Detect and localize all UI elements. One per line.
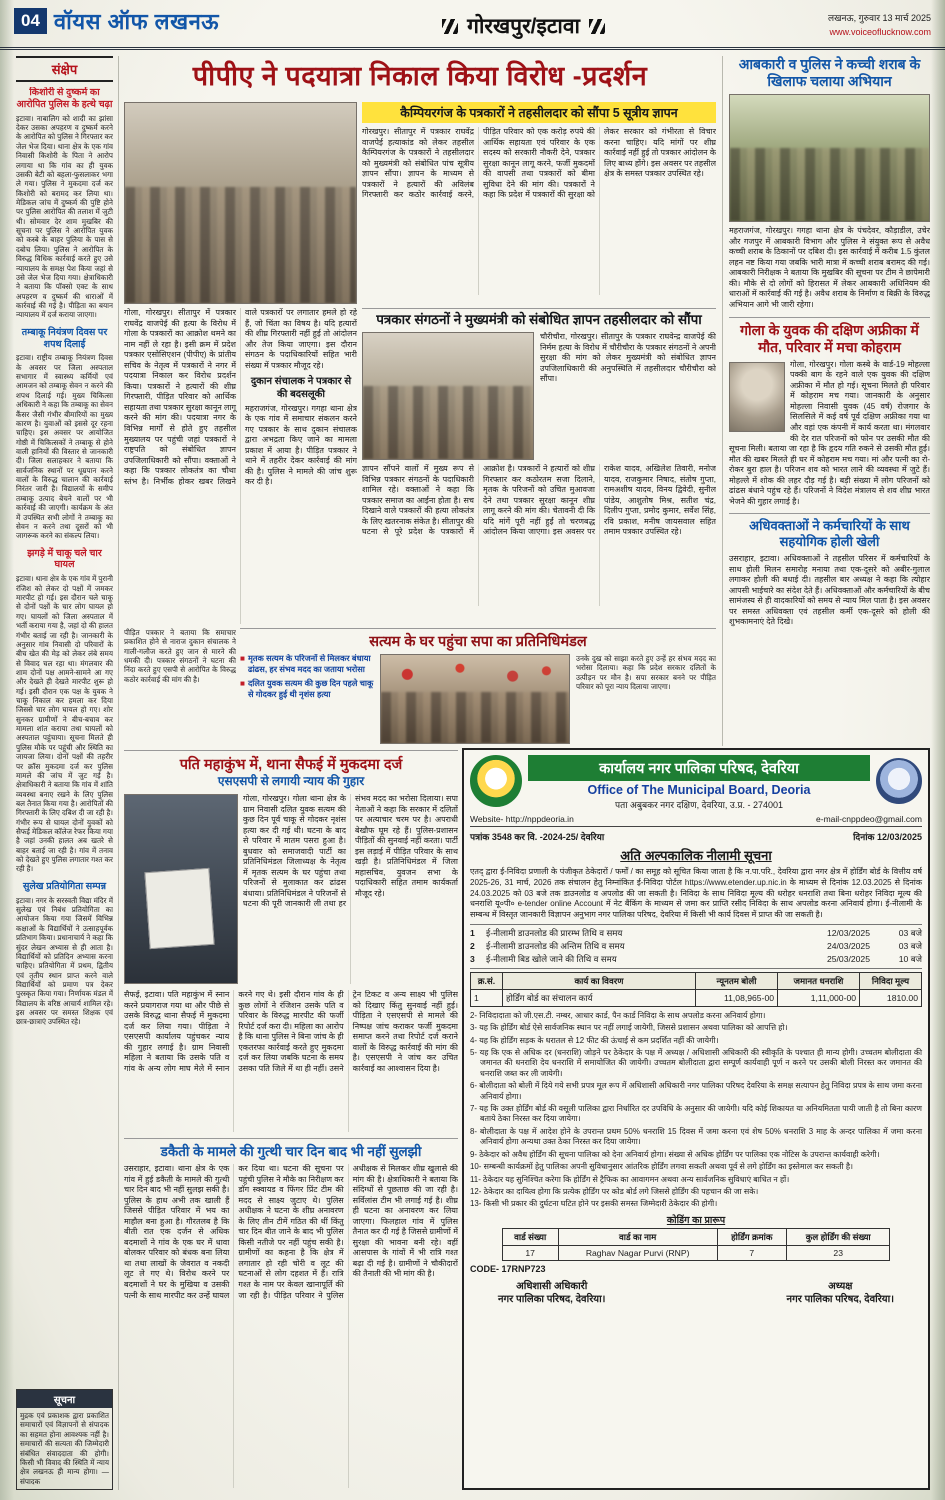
signature-org: नगर पालिका परिषद, देवरिया। (498, 1294, 606, 1306)
brief-body: इटावा। नगर के सरस्वती विद्या मंदिर में सुलेख एवं निबंध प्रतियोगिता का आयोजन किया गया जिसमें विभिन्न कक्षाओं के विद्यार्थियों ने उत्साहपूर्वक प्रतिभाग किया। प्रधानाचार्य ने कहा कि सुंदर लेखन अभ्यास से ही आता है। विद्यार्थियों को प्रतिदिन अभ्यास करना चाहिए। प्रतियोगिता में प्रथम, द्वितीय एवं तृतीय स्थान प्राप्त करने वाले विद्यार्थियों को प्रमाण पत्र देकर पुरस्कृत किया गया। निर्णायक मंडल में विद्यालय के वरिष्ठ आचार्य शामिल रहे। इस अवसर पर समस्त शिक्षक एवं छात्र-छात्राएं उपस्थित रहे। (16, 895, 113, 1027)
ward-table-cell: Raghav Nagar Purvi (RNP) (558, 1245, 717, 1260)
schedule-row (470, 940, 922, 953)
press-unions-article (362, 308, 716, 624)
section-title-text: गोरखपुर/इटावा (467, 15, 580, 38)
ward-table-header: वार्ड का नाम (558, 1228, 717, 1245)
notice-org-block (528, 755, 870, 811)
mahakumbh-subheadline: एसएसपी से लगायी न्याय की गुहार (217, 774, 365, 788)
shopkeeper-misbehaviour-continuation: पीड़ित पत्रकार ने बताया कि समाचार प्रकाशित होने से नाराज दुकान संचालक ने गाली-गलौज करते हुए जान से मारने की धमकी दी। पत्रकार संगठनों ने घटना की निंदा करते हुए एसपी से आरोपित के विरुद्ध कठोर कार्रवाई की मांग की है। (124, 628, 236, 684)
website-url: www.voiceoflucknow.com (829, 26, 931, 37)
section-title (433, 6, 614, 40)
brief-body: इटावा। थाना क्षेत्र के एक गांव में पुरानी रंजिश को लेकर दो पक्षों में जमकर मारपीट हो गई। इस दौरान चले चाकू से दोनों पक्षों के चार लोग घायल हो गए। घायलों को जिला अस्पताल में भर्ती कराया गया है, जहां दो की हालत गंभीर बताई जा रही है। जानकारी के अनुसार गांव निवासी दो परिवारों के बीच खेत की मेड़ को लेकर लंबे समय से विवाद चल रहा था। मंगलवार की शाम दोनों पक्ष आमने-सामने आ गए और देखते ही देखते मारपीट शुरू हो गई। इसी दौरान एक पक्ष के युवक ने चाकू निकाल कर हमला कर दिया जिससे चार लोग घायल हो गए। शोर सुनकर ग्रामीणों ने बीच-बचाव कर मामला शांत कराया तथा घायलों को अस्पताल पहुंचाया। सूचना मिलते ही पुलिस मौके पर पहुंची और स्थिति का जायजा लिया। दोनों पक्षों की तहरीर पर क्रॉस मुकदमा दर्ज कर पुलिस मामले की जांच में जुट गई है। क्षेत्राधिकारी ने बताया कि गांव में शांति व्यवस्था बनाए रखने के लिए पुलिस बल तैनात किया गया है। आरोपितों की गिरफ्तारी के लिए दबिश दी जा रही है। गंभीर रूप से घायल दोनों युवकों को सैफई मेडिकल कॉलेज रेफर किया गया है जहां उनकी हालत अब खतरे से बाहर बताई जा रही है। गांव में तनाव को देखते हुए पुलिस लगातार गश्त कर रही है। (16, 574, 113, 874)
notice-title: अति अल्पकालिक नीलामी सूचना (620, 848, 772, 863)
notice-email: e-mail-cnppdeo@gmail.com (816, 814, 922, 824)
work-table-header: निविदा मूल्य (860, 972, 922, 989)
signature-title: अध्यक्ष (828, 1280, 853, 1292)
work-table (470, 972, 922, 1007)
brief-headline: सुलेख प्रतियोगिता सम्पन्न (22, 880, 107, 892)
satyam-highlights (240, 654, 374, 744)
tender-condition: 7- यह कि उक्त होर्डिंग बोर्ड की वसूली पालिका द्वारा निर्धारित दर उपविधि के अनुसार की जायेगी। यदि कोई शिकायत या अनियमितता पायी जाती है तो बिना कारण बताये ठेका निरस्त कर दिया जायेगा। (470, 1104, 922, 1124)
satyam-bullet (240, 654, 374, 675)
advocates-holi-body: उसराहार, इटावा। अधिवक्ताओं ने तहसील परिसर में कर्मचारियों के साथ होली मिलन समारोह मनाया तथा एक-दूसरे को अबीर-गुलाल लगाकर होली की बधाई दी। तहसील बार अध्यक्ष ने कहा कि त्योहार आपसी भाईचारे का संदेश देते हैं। अधिवक्ताओं और कर्मचारियों के बीच सामंजस्य से ही वादकारियों को समय से न्याय मिल पाता है। इस अवसर पर समस्त अधिवक्ता एवं तहसील कर्मी एक-दूसरे को होली की शुभकामनाएं देते दिखे। (729, 554, 930, 627)
signature-org: नगर पालिका परिषद, देवरिया। (786, 1294, 894, 1306)
work-table-header: न्यूनतम बोली (696, 972, 778, 989)
tender-condition: 4- यह कि होर्डिंग सड़क के धरातल से 12 फीट की ऊंचाई से कम प्रदर्शित नहीं की जायेगी। (470, 1035, 719, 1045)
masthead (0, 0, 945, 50)
tender-condition: 10- सम्बन्धी कार्यक्रमों हेतु पालिका अपनी सुविधानुसार आंतरिक होर्डिंग लगवा सकती अथवा पूर्व से लगे होर्डिंग का इस्तेमाल कर सकती है। (470, 1162, 854, 1172)
work-table-cell: 11,08,965-00 (696, 989, 778, 1006)
mahakumbh-headline: पति महाकुंभ में, थाना सैफई में मुकदमा दर्ज (124, 750, 458, 774)
tender-conditions (470, 1011, 922, 1210)
notice-contact-row (470, 814, 922, 827)
municipal-board-logo (470, 755, 522, 807)
notice-address: पता अबुबकर नगर दक्षिण, देवरिया, उ.प्र. - 274001 (614, 800, 784, 810)
brief-body: इटावा। नाबालिग को शादी का झांसा देकर उसका अपहरण व दुष्कर्म करने के आरोपित को पुलिस ने गिरफ्तार कर जेल भेज दिया। थाना क्षेत्र के एक गांव निवासी किशोरी के पिता ने आरोप लगाया था कि गांव का ही युवक उसकी बेटी को बहला-फुसलाकर भगा ले गया। पुलिस ने मुकदमा दर्ज कर किशोरी को बरामद कर लिया था। मेडिकल जांच में दुष्कर्म की पुष्टि होने पर पुलिस आरोपित की तलाश में जुटी थी। सोमवार देर शाम मुखबिर की सूचना पर पुलिस ने आरोपित युवक को कस्बे के बाहर पुलिया के पास से दबोच लिया। पुलिस ने आरोपित के विरुद्ध विधिक कार्रवाई करते हुए उसे न्यायालय के समक्ष पेश किया जहां से उसे जेल भेज दिया गया। क्षेत्राधिकारी ने बताया कि पॉक्सो एक्ट के साथ अपहरण व दुष्कर्म की धाराओं में कार्रवाई की गई है। पीड़िता का बयान न्यायालय में दर्ज कराया जाएगा। (16, 113, 113, 320)
brief-body: इटावा। राष्ट्रीय तम्बाकू नियंत्रण दिवस के अवसर पर जिला अस्पताल सभागार में स्वास्थ्य कर्मियों एवं आमजन को तम्बाकू सेवन न करने की शपथ दिलाई गई। मुख्य चिकित्सा अधिकारी ने कहा कि तम्बाकू का सेवन कैंसर जैसी गंभीर बीमारियों का मुख्य कारण है। युवाओं को इससे दूर रहना चाहिए। इस अवसर पर आयोजित गोष्ठी में चिकित्सकों ने तम्बाकू से होने वाली हानियों की विस्तार से जानकारी दी। जिला सलाहकार ने बताया कि सार्वजनिक स्थानों पर धूम्रपान करने वालों के विरुद्ध चालान की कार्रवाई निरंतर जारी है। विद्यालयों के समीप तम्बाकू उत्पाद बेचने वालों पर भी कार्रवाई की जाएगी। कार्यक्रम के अंत में उपस्थित सभी लोगों ने तम्बाकू का सेवन न करने तथा दूसरों को भी जागरूक करने का संकल्प लिया। (16, 353, 113, 541)
tender-condition: 11- ठेकेदार यह सुनिश्चित करेगा कि होर्डिंग से ट्रैफिक का आवागमन अथवा अन्य सार्वजनिक सुविधाएं बाधित न हों। (470, 1174, 790, 1184)
brief-column-header: संक्षेप (16, 56, 113, 82)
satyam-bullet-text: दलित युवक सत्यम की कुछ दिन पहले चाकू से गोदकर हुई थी नृशंस हत्या (247, 679, 374, 699)
work-table-cell: 1,11,000-00 (778, 989, 860, 1006)
aggrieved-woman-photo (124, 794, 238, 984)
brief-article (16, 87, 113, 320)
satyam-bullet-text: मृतक सत्यम के परिजनों से मिलकर बंधाया ढांढस, हर संभव मदद का जताया भरोसा (247, 654, 371, 674)
hoarding-code: CODE- 17RNP723 (470, 1263, 546, 1274)
brief-headline: तम्बाकू नियंत्रण दिवस पर शपथ दिलाई (21, 326, 108, 350)
brief-article (16, 881, 113, 1027)
satyam-content-row (240, 654, 716, 744)
masthead-left (14, 6, 219, 36)
dateline: लखनऊ, गुरुवार 13 मार्च 2025 (828, 13, 931, 23)
editor-notice-header: सूचना (17, 1390, 112, 1408)
work-table-header: कार्य का विवरण (503, 972, 696, 989)
schedule-time: 03 बजे (898, 927, 922, 938)
schedule-date: 12/03/2025 (826, 927, 870, 938)
shopkeeper-misbehaviour-body: महराजगंज, गोरखपुर। गगहा थाना क्षेत्र के एक गांव में समाचार संकलन करने गए पत्रकार के साथ दुकान संचालक द्वारा अभद्रता किए जाने का मामला प्रकाश में आया है। पीड़ित पत्रकार ने थाने में तहरीर देकर कार्रवाई की मांग की है। पुलिस ने मामले की जांच शुरू कर दी है। (245, 403, 357, 487)
tender-condition: 6- बोलीदाता को बोली में दिये गये सभी प्रपत्र मूल रूप में अधिशासी अधिकारी नगर पालिका परिषद देवरिया के समक्ष सत्यापन हेतु निविदा प्रपत्र के साथ जमा करना अनिवार्य होगा। (470, 1081, 922, 1101)
page-number: 04 (14, 8, 47, 34)
tender-condition: 3- यह कि होर्डिंग बोर्ड ऐसे सार्वजनिक स्थान पर नहीं लगाई जायेगी, जिससे प्रशासन अथवा पालिका को आपत्ति हो। (470, 1023, 788, 1033)
gola-death-headline: गोला के युवक की दक्षिण अफ्रीका में मौत, परिवार में मचा कोहराम (729, 317, 930, 356)
dacoity-headline: डकैती के मामले की गुत्थी चार दिन बाद भी नहीं सुलझी (124, 1138, 458, 1160)
satyam-bullet (240, 679, 374, 700)
press-unions-media-row (362, 332, 716, 460)
ward-table-header: होर्डिंग क्रमांक (717, 1228, 787, 1245)
coding-format-title: कोडिंग का प्रारूप (666, 1214, 726, 1226)
schedule-sn: 2 (470, 940, 475, 951)
ward-table-cell: 23 (787, 1245, 890, 1260)
masthead-right (828, 6, 931, 39)
brief-headline: किशोरी से दुष्कर्म का आरोपित पुलिस के हत्थे चढ़ा (16, 87, 113, 110)
editor-notice-body: मुद्रक एवं प्रकाशक द्वारा प्रकाशित समाचारों एवं विज्ञापनों से संपादक का सहमत होना आवश्यक नहीं है। समाचारों की सत्यता की जिम्मेदारी संबंधित संवाददाता की होगी। किसी भी विवाद की स्थिति में न्याय क्षेत्र लखनऊ ही मान्य होगा। — संपादक (20, 1411, 109, 1486)
masthead-title: वॉयस ऑफ लखनऊ (53, 9, 220, 34)
deceased-portrait-photo (729, 362, 785, 432)
satyam-headline: सत्यम के घर पहुंचा सपा का प्रतिनिधिमंडल (369, 634, 587, 650)
satyam-body: गोला, गोरखपुर। गोला थाना क्षेत्र के ग्राम निवासी दलित युवक सत्यम की कुछ दिन पूर्व चाकू से गोदकर नृशंस हत्या कर दी गई थी। घटना के बाद से परिवार में मातम पसरा हुआ है। बुधवार को समाजवादी पार्टी का प्रतिनिधिमंडल जिलाध्यक्ष के नेतृत्व में मृतक सत्यम के घर पहुंचा तथा परिजनों से मुलाकात कर ढांढस बंधाया। प्रतिनिधिमंडल ने परिजनों से घटना की पूरी जानकारी ली तथा हर संभव मदद का भरोसा दिलाया। सपा नेताओं ने कहा कि सरकार में दलितों पर अत्याचार चरम पर है। अपराधी बेखौफ घूम रहे हैं। पुलिस-प्रशासन पीड़ितों की सुनवाई नहीं करता। पार्टी इस लड़ाई में पीड़ित परिवार के साथ खड़ी है। प्रतिनिधिमंडल में जिला महासचिव, युवजन सभा के पदाधिकारी सहित तमाम कार्यकर्ता मौजूद रहे। (243, 794, 458, 909)
work-table-cell: होर्डिंग बोर्ड का संचालन कार्य (503, 989, 696, 1006)
press-unions-lede: चौरीचौरा, गोरखपुर। सीतापुर के पत्रकार राघवेन्द्र वाजपेई की निर्मम हत्या के विरोध में चौरीचौरा के पत्रकार संगठनों ने अपनी सुरक्षा की मांग को लेकर मुख्यमंत्री को संबोधित ज्ञापन उपजिलाधिकारी की अनुपस्थिति में तहसीलदार चौरीचौरा को सौंपा। (540, 332, 716, 384)
schedule-date: 25/03/2025 (826, 953, 870, 964)
ward-table-cell: 17 (502, 1245, 558, 1260)
campierganj-article (362, 102, 716, 304)
ward-table-header: कुल होर्डिंग की संख्या (787, 1228, 890, 1245)
schedule-sn: 3 (470, 953, 475, 964)
notice-org-hindi: कार्यालय नगर पालिका परिषद, देवरिया (528, 755, 870, 781)
notice-ref-row (470, 830, 922, 843)
tender-condition: 5- यह कि एक से अधिक दर (धनराशि) जोड़ने पर ठेकेदार के पक्ष में अध्यक्ष / अधिशासी अधिकारी की स्वीकृति के पश्चात ही मान्य होगी। उच्चतम बोलीदाता की जमानत की धनराशि देय धनराशि में समायोजित की जायेगी। उच्चतम बोलीदाता द्वारा सम्पूर्ण कार्यवाही पूर्ण न करने पर उसकी बोली निरस्त कर जमानत की धनराशि जब्त कर ली जायेगी। (470, 1047, 922, 1078)
tender-condition: 12- ठेकेदार का दायित्व होगा कि प्रत्येक होर्डिंग पर कोड बोर्ड लगे जिससे होर्डिंग की पहचान की जा सके। (470, 1186, 759, 1196)
right-column (722, 56, 930, 746)
bullet-icon: ■ (240, 654, 245, 663)
work-table-row (471, 989, 922, 1006)
lead-article-body (124, 308, 357, 624)
work-table-cell: 1 (471, 989, 503, 1006)
notice-header (470, 755, 922, 811)
signature-chairman (787, 1280, 894, 1307)
government-seal-logo (876, 758, 922, 804)
excise-raid-body: महराजगंज, गोरखपुर। गगहा थाना क्षेत्र के पंचदेवर, कौड़ाडील, उचेर और गजपुर में आबकारी विभाग और पुलिस ने संयुक्त रूप से अवैध कच्ची शराब के ठिकानों पर दबिश दी। इस कार्रवाई में करीब 1.5 कुंतल लहन नष्ट किया गया जबकि भारी मात्रा में कच्ची शराब बरामद की गई। आबकारी निरीक्षक ने बताया कि मुखबिर की सूचना पर टीम ने छापेमारी की। मौके से दो लोगों को हिरासत में लेकर आबकारी अधिनियम की धाराओं में कार्रवाई की गई है। अवैध शराब के निर्माण व बिक्री के विरुद्ध अभियान आगे भी जारी रहेगा। (729, 226, 930, 309)
municipal-auction-notice (462, 748, 930, 1490)
lead-headline: पीपीए ने पदयात्रा निकाल किया विरोध -प्रदर्शन (192, 61, 648, 91)
schedule-time: 10 बजे (898, 953, 922, 964)
notice-ref-number: पत्रांक 3548 कर वि. -2024-25/ देवरिया (470, 832, 605, 842)
tender-condition: 2- निविदादाता को जी.एस.टी. नम्बर, आधार कार्ड, पैन कार्ड निविदा के साथ अपलोड करना अनिवार्य होगा। (470, 1010, 766, 1020)
advocates-holi-headline: अधिवक्ताओं ने कर्मचारियों के साथ सहयोगिक होली खेली (729, 513, 930, 550)
work-table-cell: 1810.00 (860, 989, 922, 1006)
work-table-header: जमानत धनराशि (778, 972, 860, 989)
notice-date: दिनांक 12/03/2025 (853, 832, 922, 842)
tender-condition: 8- बोलीदाता के पक्ष में आदेश होने के उपरान्त प्रथम 50% धनराशि 15 दिवस में जमा करना एवं शेष 50% धनराशि 3 माह के अन्दर पालिका में जमा करना अनिवार्य होगा अन्यथा उक्त ठेका निरस्त कर दिया जायेगा। (470, 1126, 922, 1147)
satyam-lede: उनके दुख को साझा करते हुए उन्हें हर संभव मदद का भरोसा दिलाया। कहा कि प्रदेश सरकार दलितों के उत्पीड़न पर मौन है। सपा सरकार बनने पर पीड़ित परिवार को पूरा न्याय दिलाया जाएगा। (576, 654, 716, 692)
notice-website: Website- http://nppdeoria.in (470, 814, 574, 824)
campierganj-body: गोरखपुर। सीतापुर में पत्रकार राघवेंद्र वाजपेई हत्याकांड को लेकर तहसील कैम्पियरगंज के पत्रकारों ने तहसीलदार को मुख्यमंत्री को संबोधित पांच सूत्रीय ज्ञापन सौंपा। ज्ञापन के माध्यम से पत्रकारों ने हत्यारों की अविलंब गिरफ्तारी कर कठोर कार्रवाई करने, पीड़ित परिवार को एक करोड़ रुपये की आर्थिक सहायता एवं परिवार के एक सदस्य को सरकारी नौकरी देने, पत्रकार सुरक्षा कानून लागू करने, फर्जी मुकदमों की वापसी तथा पत्रकारों को बीमा सुविधा देने की मांग की। पत्रकारों ने कहा कि प्रदेश में पत्रकारों की सुरक्षा को लेकर सरकार को गंभीरता से विचार करना चाहिए। यदि मांगों पर शीघ्र कार्रवाई नहीं हुई तो पत्रकार आंदोलन के लिए बाध्य होंगे। इस अवसर पर तहसील क्षेत्र के समस्त पत्रकार उपस्थित रहे। (362, 127, 716, 200)
notice-intro: एतद् द्वारा ई-निविदा प्रणाली के पंजीकृत ठेकेदारों / फर्मों / का समूह को सूचित किया जाता है कि न.पा.परि., देवरिया द्वारा नगर क्षेत्र में होर्डिंग बोर्ड के वित्तीय वर्ष 2025-26, 31 मार्च, 2026 तक संचालन हेतु निम्नांकित ई-निविदा पोर्टल https://www.etender.up.nic.in के माध्यम से दिनांक 12.03.2025 से दिनांक 24.03.2025 को 03 बजे तक डाउनलोड व अपलोड की जा सकती है। निविदा के साथ निविदा मूल्य की धरोहर धनराशि तथा बिना धरोहर निविदा मूल्य की धनराशि यू०पी० e-tender online Account में नेट बैंकिंग के माध्यम से जमा कर प्राप्ति रसीद निविदा के साथ अपलोड करना अनिवार्य होगा। ई-नीलामी के सम्बन्ध में विस्तृत जानकारी विज्ञापन अनुभाग नगर पालिका परिषद, देवरिया में किसी भी कार्य दिवस में प्राप्त की जा सकती है। (470, 867, 922, 920)
schedule-row (470, 953, 922, 966)
schedule-row (470, 927, 922, 940)
brief-headline: झगड़े में चाकू चले चार घायल (27, 547, 102, 571)
press-unions-body: ज्ञापन सौंपने वालों में मुख्य रूप से विभिन्न पत्रकार संगठनों के पदाधिकारी शामिल रहे। वक्ताओं ने कहा कि पत्रकार समाज का आईना होता है। सच दिखाने वाले पत्रकारों की हत्या लोकतंत्र के लिए खतरनाक संकेत है। सीतापुर की घटना से पूरे प्रदेश के पत्रकारों में आक्रोश है। पत्रकारों ने हत्यारों को शीघ्र गिरफ्तार कर कठोरतम सजा दिलाने, मृतक के परिजनों को उचित मुआवजा देने तथा पत्रकार सुरक्षा कानून शीघ्र लागू करने की मांग की। चेतावनी दी कि यदि मांगें पूरी नहीं हुईं तो चरणबद्ध आंदोलन किया जाएगा। इस अवसर पर राकेश यादव, अखिलेश तिवारी, मनोज यादव, राजकुमार निषाद, संतोष गुप्ता, रामअशीष यादव, विनय द्विवेदी, सुनील पांडेय, आशुतोष मिश्र, सतीश चंद्र, दिलीप गुप्ता, प्रमोद कुमार, सर्वेश सिंह, रवि प्रकाश, मनीष जायसवाल सहित तमाम पत्रकार उपस्थित रहे। (362, 464, 716, 537)
editor-notice-box (16, 1389, 113, 1490)
excise-raid-headline: आबकारी व पुलिस ने कच्ची शराब के खिलाफ चलाया अभियान (738, 56, 921, 90)
tender-condition: 13- किसी भी प्रकार की दुर्घटना घटित होने पर इसकी समस्त जिम्मेदारी ठेकेदार की होगी। (470, 1199, 718, 1209)
memorandum-handover-photo (362, 332, 534, 460)
schedule-label: ई-नीलामी डाउनलोड की अन्तिम तिथि व समय (486, 940, 625, 951)
auction-schedule (470, 924, 922, 969)
brief-news-column (16, 56, 119, 1490)
schedule-time: 03 बजे (898, 940, 922, 951)
gola-death-body: गोला, गोरखपुर। गोला कस्बे के वार्ड-19 मोहल्ला पक्की बाग के रहने वाले एक युवक की दक्षिण अफ्रीका में मौत हो गई। सूचना मिलते ही परिवार में कोहराम मच गया। जानकारी के अनुसार मोहल्ला निवासी युवक (45 वर्ष) रोजगार के सिलसिले में कई वर्ष पूर्व दक्षिण अफ्रीका गया था और वहां एक कंपनी में कार्य करता था। मंगलवार की देर रात परिजनों को फोन पर उसकी मौत की सूचना मिली। बताया जा रहा है कि हृदय गति रुकने से उसकी मौत हुई। मौत की खबर मिलते ही घर में कोहराम मच गया। मां और पत्नी का रो-रोकर बुरा हाल है। परिजन शव को भारत लाने की व्यवस्था में जुटे हैं। मोहल्ले में शोक की लहर दौड़ गई है। बड़ी संख्या में लोग परिजनों को ढांढस बंधाने पहुंच रहे हैं। परिजनों ने विदेश मंत्रालय से शव शीघ्र भारत भेजने की गुहार लगाई है। (729, 359, 930, 506)
schedule-sn: 1 (470, 927, 475, 938)
dacoity-body: उसराहार, इटावा। थाना क्षेत्र के एक गांव में हुई डकैती के मामले की गुत्थी चार दिन बाद भी नहीं सुलझ सकी है। पुलिस के हाथ अभी तक खाली हैं जिससे पीड़ित परिवार में भय का माहौल बना हुआ है। गौरतलब है कि बीती रात एक दर्जन से अधिक बदमाशों ने गांव के एक घर में धावा बोलकर परिवार को बंधक बना लिया था तथा लाखों के जेवरात व नकदी लूट ले गए थे। विरोध करने पर बदमाशों ने घर के मुखिया व उसकी पत्नी के साथ मारपीट कर उन्हें घायल कर दिया था। घटना की सूचना पर पहुंची पुलिस ने मौके का निरीक्षण कर डॉग स्क्वायड व फिंगर प्रिंट टीम की मदद से साक्ष्य जुटाए थे। पुलिस अधीक्षक ने घटना के शीघ्र अनावरण के लिए तीन टीमें गठित की थीं किंतु चार दिन बीत जाने के बाद भी पुलिस किसी नतीजे पर नहीं पहुंच सकी है। ग्रामीणों का कहना है कि क्षेत्र में लगातार हो रही चोरी व लूट की घटनाओं से लोग दहशत में हैं। रात्रि गश्त के नाम पर केवल खानापूर्ति की जा रही है। पीड़ित परिवार ने पुलिस अधीक्षक से मिलकर शीघ्र खुलासे की मांग की है। क्षेत्राधिकारी ने बताया कि संदिग्धों से पूछताछ की जा रही है। सर्विलांस टीम भी लगाई गई है। शीघ्र ही घटना का अनावरण कर लिया जाएगा। फिलहाल गांव में पुलिस तैनात कर दी गई है जिससे ग्रामीणों में सुरक्षा की भावना बनी रहे। वहीं आसपास के गांवों में भी रात्रि गश्त बढ़ा दी गई है। ग्रामीणों ने चौकीदारों की तैनाती की भी मांग की है। (124, 1164, 458, 1300)
notice-org-english: Office of The Municipal Board, Deoria (587, 783, 811, 797)
ward-table (502, 1228, 891, 1261)
tender-condition: 9- ठेकेदार को अवैध होर्डिंग की सूचना पालिका को देना अनिवार्य होगा। संख्या से अधिक होर्डिंग पर पालिका एक नोटिस के उपरान्त कार्यवाही करेगी। (470, 1149, 880, 1159)
gola-death-body-wrap (729, 360, 930, 508)
bullet-icon: ■ (240, 679, 245, 689)
brief-article (16, 548, 113, 874)
signature-executive-officer (498, 1280, 605, 1307)
schedule-label: ई-नीलामी डाउनलोड की प्रारम्भ तिथि व समय (486, 927, 623, 938)
excise-raid-photo (729, 94, 930, 222)
schedule-label: ई-नीलामी बिड खोले जाने की तिथि व समय (486, 953, 617, 964)
brief-article (16, 327, 113, 541)
lead-body-text: गोला, गोरखपुर। सीतापुर में पत्रकार राघवेंद्र वाजपेई की हत्या के विरोध में गोला के पत्रकारों का आक्रोश थमने का नाम नहीं ले रहा है। इसी क्रम में प्रदेश पत्रकार एसोसिएशन (पीपीए) के प्रांतीय सचिव के नेतृत्व में पत्रकारों ने नगर में पदयात्रा निकाल कर विरोध प्रदर्शन किया। पत्रकारों ने हत्यारों की शीघ्र गिरफ्तारी, पीड़ित परिवार को आर्थिक सहायता तथा पत्रकार सुरक्षा कानून लागू करने की मांग की। पदयात्रा नगर के विभिन्न मार्गों से होते हुए तहसील मुख्यालय पर पहुंची जहां पत्रकारों ने राष्ट्रपति को संबोधित ज्ञापन उपजिलाधिकारी को सौंपा। वक्ताओं ने कहा कि पत्रकार लोकतंत्र का चौथा स्तंभ है। निर्भीक होकर खबर लिखने वाले पत्रकारों पर लगातार हमले हो रहे हैं, जो चिंता का विषय है। यदि हत्यारों की शीघ्र गिरफ्तारी नहीं हुई तो आंदोलन और तेज किया जाएगा। इस दौरान संगठन के पदाधिकारियों सहित भारी संख्या में पत्रकार मौजूद रहे। (124, 308, 357, 486)
ward-table-header: वार्ड संख्या (502, 1228, 558, 1245)
ward-table-cell: 7 (717, 1245, 787, 1260)
campierganj-headline: कैम्पियरगंज के पत्रकारों ने तहसीलदार को सौंपा 5 सूत्रीय ज्ञापन (362, 102, 716, 123)
protest-march-photo (124, 102, 357, 304)
signature-title: अधिशासी अधिकारी (516, 1280, 588, 1292)
ward-table-row (502, 1245, 890, 1260)
press-unions-headline: पत्रकार संगठनों ने मुख्यमंत्री को संबोधित ज्ञापन तहसीलदार को सौंपा (362, 308, 716, 328)
work-table-header: क्र.सं. (471, 972, 503, 989)
satyam-article (240, 628, 716, 744)
shopkeeper-misbehaviour-subhead: दुकान संचालक ने पत्रकार से की बदसलूकी (250, 376, 352, 401)
mahakumbh-body: सैफई, इटावा। पति महाकुंभ में स्नान करने प्रयागराज गया था और पीछे से उसके विरुद्ध थाना सैफई में मुकदमा दर्ज कर लिया गया। पीड़िता ने एसएसपी कार्यालय पहुंचकर न्याय की गुहार लगाई है। ग्राम निवासी महिला ने बताया कि उसके पति व गांव के अन्य लोग माघ मेले में स्नान करने गए थे। इसी दौरान गांव के ही कुछ लोगों ने रंजिशन उसके पति व परिवार के विरुद्ध मारपीट की फर्जी रिपोर्ट दर्ज करा दी। महिला का आरोप है कि थाना पुलिस ने बिना जांच के ही एकतरफा कार्रवाई करते हुए मुकदमा दर्ज कर लिया जबकि घटना के समय उसका पति जिले में था ही नहीं। उसने ट्रेन टिकट व अन्य साक्ष्य भी पुलिस को दिखाए किंतु सुनवाई नहीं हुई। पीड़िता ने एसएसपी से मामले की निष्पक्ष जांच कराकर फर्जी मुकदमा समाप्त करने तथा रिपोर्ट दर्ज कराने वालों के विरुद्ध कार्रवाई की मांग की है। एसएसपी ने जांच कर उचित कार्रवाई का आश्वासन दिया है। (124, 990, 458, 1073)
notice-signatures (470, 1276, 922, 1307)
schedule-date: 24/03/2025 (826, 940, 870, 951)
sp-delegation-photo (380, 654, 570, 744)
brief-articles (16, 87, 113, 1385)
